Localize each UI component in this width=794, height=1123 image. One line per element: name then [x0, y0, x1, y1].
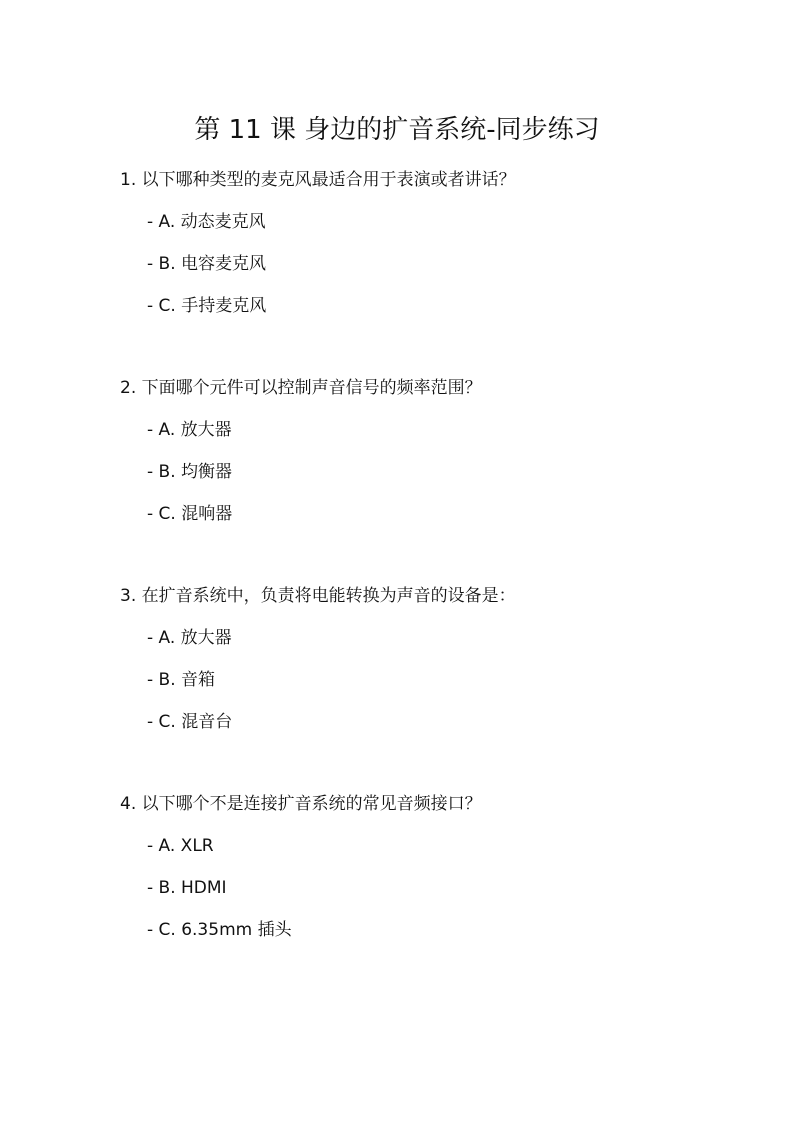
option-c: - C. 混音台 [147, 712, 233, 732]
option-b: - B. 均衡器 [147, 462, 233, 482]
option-a: - A. 放大器 [147, 628, 232, 648]
option-a: - A. 放大器 [147, 420, 232, 440]
option-a: - A. 动态麦克风 [147, 212, 266, 232]
question-3 [120, 584, 720, 734]
question-text: 3. 在扩音系统中，负责将电能转换为声音的设备是： [120, 586, 516, 606]
option-c: - C. 手持麦克风 [147, 296, 267, 316]
question-text: 4. 以下哪个不是连接扩音系统的常见音频接口？ [120, 794, 482, 814]
option-a: - A. XLR [147, 836, 214, 856]
page-title: 第 11 课 身边的扩音系统-同步练习 [194, 115, 600, 145]
option-c: - C. 6.35mm 插头 [147, 920, 292, 940]
option-c: - C. 混响器 [147, 504, 233, 524]
question-text: 2. 下面哪个元件可以控制声音信号的频率范围？ [120, 378, 482, 398]
option-b: - B. 音箱 [147, 670, 216, 690]
question-4 [120, 792, 720, 942]
question-text: 1. 以下哪种类型的麦克风最适合用于表演或者讲话？ [120, 170, 516, 190]
option-b: - B. 电容麦克风 [147, 254, 267, 274]
question-2 [120, 376, 720, 526]
option-b: - B. HDMI [147, 878, 227, 898]
question-1 [120, 168, 720, 318]
